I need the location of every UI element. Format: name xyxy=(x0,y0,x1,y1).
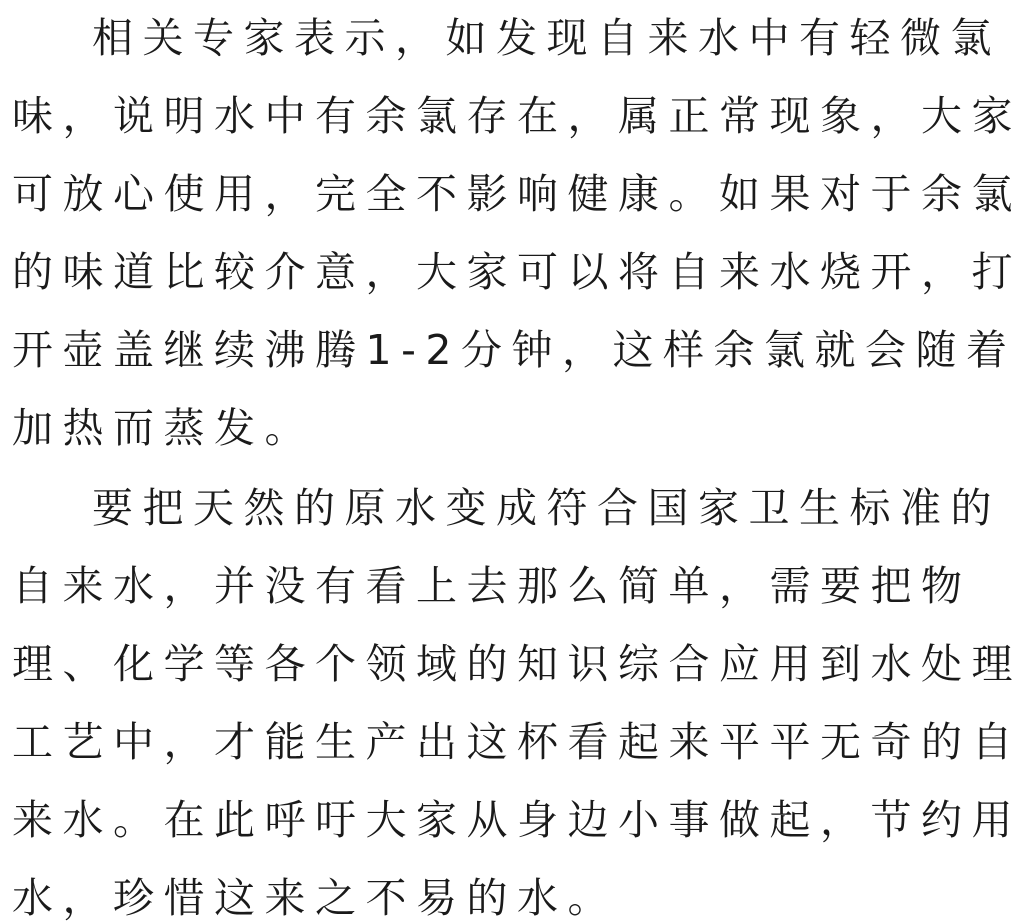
text-line: 可放心使用，完全不影响健康。如果对于余氯 xyxy=(12,170,1022,218)
text-line: 工艺中，才能生产出这杯看起来平平无奇的自 xyxy=(12,718,1022,766)
text-line: 理、化学等各个领域的知识综合应用到水处理 xyxy=(12,640,1022,688)
text-line: 的味道比较介意，大家可以将自来水烧开，打 xyxy=(12,248,1022,296)
text-line: 加热而蒸发。 xyxy=(12,404,315,452)
text-line: 水，珍惜这来之不易的水。 xyxy=(12,874,618,922)
text-line: 味，说明水中有余氯存在，属正常现象，大家 xyxy=(12,92,1022,140)
text-line: 自来水，并没有看上去那么简单，需要把物 xyxy=(12,562,972,610)
paragraph-2 xyxy=(0,484,1022,922)
text-line: 要把天然的原水变成符合国家卫生标准的 xyxy=(92,484,1001,532)
text-line: 来水。在此呼吁大家从身边小事做起，节约用 xyxy=(12,796,1022,844)
text-line: 相关专家表示，如发现自来水中有轻微氯 xyxy=(92,14,1001,62)
paragraph-1 xyxy=(0,14,1022,452)
text-line: 开壶盖继续沸腾1-2分钟，这样余氯就会随着 xyxy=(12,326,1017,374)
